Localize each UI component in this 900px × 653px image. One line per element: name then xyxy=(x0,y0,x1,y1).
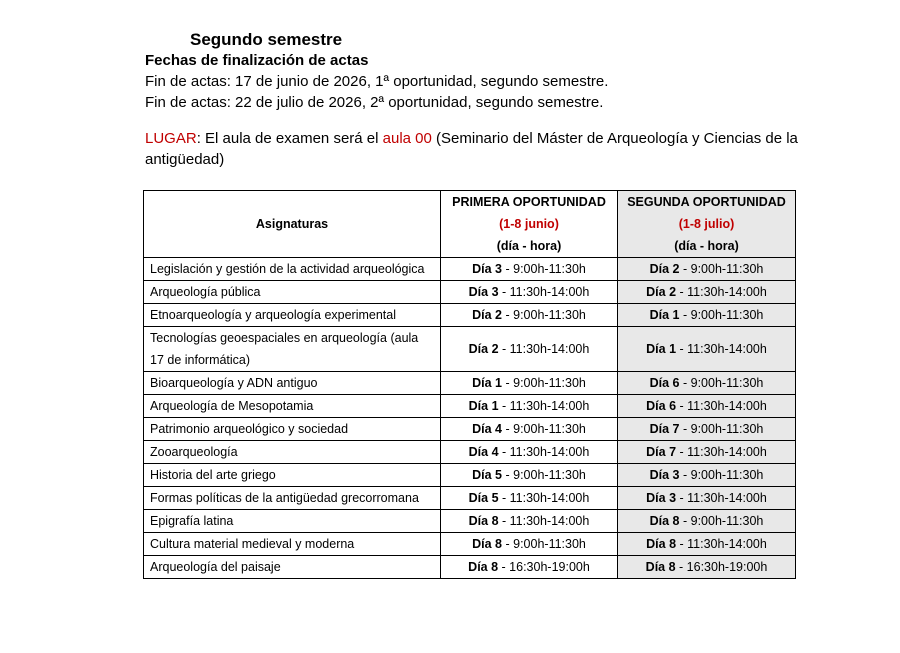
segunda-day: Día 6 xyxy=(646,399,677,413)
segunda-time: - 9:00h-11:30h xyxy=(679,262,764,276)
table-row xyxy=(144,281,796,304)
primera-cell xyxy=(441,304,618,327)
primera-day: Día 3 xyxy=(472,262,503,276)
header-primera: PRIMERA OPORTUNIDAD (1-8 junio) (día - hora) xyxy=(441,191,618,258)
fechas-block xyxy=(145,50,608,113)
segunda-cell xyxy=(618,281,796,304)
segunda-day: Día 8 xyxy=(645,560,676,574)
primera-day: Día 8 xyxy=(468,560,499,574)
primera-cell xyxy=(441,395,618,418)
exam-schedule-table xyxy=(143,190,796,579)
semester-heading: Segundo semestre xyxy=(190,30,343,49)
segunda-cell xyxy=(618,510,796,533)
segunda-time: - 9:00h-11:30h xyxy=(679,308,764,322)
segunda-day: Día 7 xyxy=(649,422,680,436)
segunda-day: Día 3 xyxy=(646,491,677,505)
subject-cell: Zooarqueología xyxy=(144,441,441,464)
fin-actas-2: Fin de actas: 22 de julio de 2026, 2ª oportunidad, segundo semestre. xyxy=(145,94,604,111)
primera-cell xyxy=(441,327,618,372)
primera-cell xyxy=(441,487,618,510)
primera-day: Día 4 xyxy=(472,422,503,436)
primera-time: - 11:30h-14:00h xyxy=(498,399,590,413)
segunda-time: - 9:00h-11:30h xyxy=(679,376,764,390)
segunda-cell xyxy=(618,327,796,372)
lugar-label: LUGAR xyxy=(145,130,197,147)
table-row xyxy=(144,395,796,418)
segunda-time: - 11:30h-14:00h xyxy=(676,342,767,356)
segunda-time: - 11:30h-14:00h xyxy=(676,399,767,413)
segunda-day: Día 7 xyxy=(646,445,677,459)
primera-day: Día 8 xyxy=(468,514,499,528)
primera-time: - 11:30h-14:00h xyxy=(498,491,590,505)
primera-day: Día 1 xyxy=(468,399,499,413)
primera-cell xyxy=(441,281,618,304)
segunda-cell xyxy=(618,304,796,327)
segunda-time: - 11:30h-14:00h xyxy=(676,285,767,299)
primera-time: - 9:00h-11:30h xyxy=(502,262,586,276)
segunda-time: - 11:30h-14:00h xyxy=(676,491,767,505)
lugar-text-b: (Seminario del Máster de Arqueología y Ciencias de la antigüedad) xyxy=(145,130,798,168)
subject-cell: Bioarqueología y ADN antiguo xyxy=(144,372,441,395)
segunda-day: Día 1 xyxy=(646,342,677,356)
lugar-paragraph xyxy=(145,128,825,170)
primera-cell xyxy=(441,418,618,441)
primera-time: - 9:00h-11:30h xyxy=(502,422,586,436)
primera-cell xyxy=(441,533,618,556)
subject-cell: Arqueología de Mesopotamia xyxy=(144,395,441,418)
segunda-day: Día 8 xyxy=(649,514,680,528)
subject-cell: Formas políticas de la antigüedad grecorromana xyxy=(144,487,441,510)
table-header-row xyxy=(144,191,796,258)
segunda-cell xyxy=(618,464,796,487)
segunda-day: Día 6 xyxy=(649,376,680,390)
primera-time: - 16:30h-19:00h xyxy=(498,560,590,574)
header-segunda: SEGUNDA OPORTUNIDAD (1-8 julio) (día - hora) xyxy=(618,191,796,258)
table-row xyxy=(144,510,796,533)
segunda-time: - 9:00h-11:30h xyxy=(679,514,764,528)
table-row xyxy=(144,418,796,441)
primera-time: - 11:30h-14:00h xyxy=(498,445,590,459)
segunda-cell xyxy=(618,533,796,556)
header-subjects: Asignaturas xyxy=(144,191,441,258)
primera-day: Día 2 xyxy=(468,342,499,356)
primera-time: - 11:30h-14:00h xyxy=(498,514,590,528)
segunda-cell xyxy=(618,418,796,441)
table-row xyxy=(144,464,796,487)
table-row xyxy=(144,304,796,327)
subject-cell: Patrimonio arqueológico y sociedad xyxy=(144,418,441,441)
subject-cell: Cultura material medieval y moderna xyxy=(144,533,441,556)
primera-cell xyxy=(441,464,618,487)
primera-cell xyxy=(441,372,618,395)
fechas-title: Fechas de finalización de actas xyxy=(145,52,369,69)
aula-label: aula 00 xyxy=(382,130,432,147)
primera-time: - 9:00h-11:30h xyxy=(502,376,586,390)
segunda-time: - 11:30h-14:00h xyxy=(676,537,767,551)
subject-cell: Tecnologías geoespaciales en arqueología (aula 17 de informática) xyxy=(144,327,441,372)
segunda-cell xyxy=(618,556,796,579)
table-row xyxy=(144,372,796,395)
primera-day: Día 5 xyxy=(468,491,499,505)
primera-day: Día 1 xyxy=(472,376,503,390)
primera-cell xyxy=(441,441,618,464)
primera-cell xyxy=(441,510,618,533)
segunda-time: - 16:30h-19:00h xyxy=(675,560,768,574)
segunda-cell xyxy=(618,487,796,510)
table-body xyxy=(144,258,796,579)
segunda-day: Día 2 xyxy=(649,262,680,276)
primera-cell xyxy=(441,258,618,281)
segunda-day: Día 1 xyxy=(649,308,680,322)
subject-cell: Historia del arte griego xyxy=(144,464,441,487)
table-row xyxy=(144,258,796,281)
segunda-time: - 9:00h-11:30h xyxy=(679,468,764,482)
segunda-day: Día 2 xyxy=(646,285,677,299)
primera-time: - 11:30h-14:00h xyxy=(498,285,590,299)
segunda-time: - 11:30h-14:00h xyxy=(676,445,767,459)
table-row xyxy=(144,556,796,579)
segunda-cell xyxy=(618,258,796,281)
fin-actas-1: Fin de actas: 17 de junio de 2026, 1ª oportunidad, segundo semestre. xyxy=(145,73,609,90)
primera-day: Día 3 xyxy=(468,285,499,299)
primera-time: - 11:30h-14:00h xyxy=(498,342,590,356)
subject-cell: Epigrafía latina xyxy=(144,510,441,533)
primera-day: Día 2 xyxy=(472,308,503,322)
segunda-day: Día 8 xyxy=(646,537,677,551)
subject-cell: Etnoarqueología y arqueología experimental xyxy=(144,304,441,327)
table-row xyxy=(144,327,796,372)
table-row xyxy=(144,487,796,510)
segunda-day: Día 3 xyxy=(649,468,680,482)
subject-cell: Arqueología pública xyxy=(144,281,441,304)
primera-day: Día 5 xyxy=(472,468,503,482)
primera-day: Día 8 xyxy=(472,537,503,551)
table-row xyxy=(144,533,796,556)
segunda-time: - 9:00h-11:30h xyxy=(679,422,764,436)
primera-time: - 9:00h-11:30h xyxy=(502,308,586,322)
segunda-cell xyxy=(618,395,796,418)
segunda-cell xyxy=(618,372,796,395)
primera-day: Día 4 xyxy=(468,445,499,459)
segunda-cell xyxy=(618,441,796,464)
table-row xyxy=(144,441,796,464)
primera-cell xyxy=(441,556,618,579)
subject-cell: Legislación y gestión de la actividad arqueológica xyxy=(144,258,441,281)
primera-time: - 9:00h-11:30h xyxy=(502,468,586,482)
lugar-text-a: : El aula de examen será el xyxy=(196,130,383,147)
subject-cell: Arqueología del paisaje xyxy=(144,556,441,579)
primera-time: - 9:00h-11:30h xyxy=(502,537,586,551)
